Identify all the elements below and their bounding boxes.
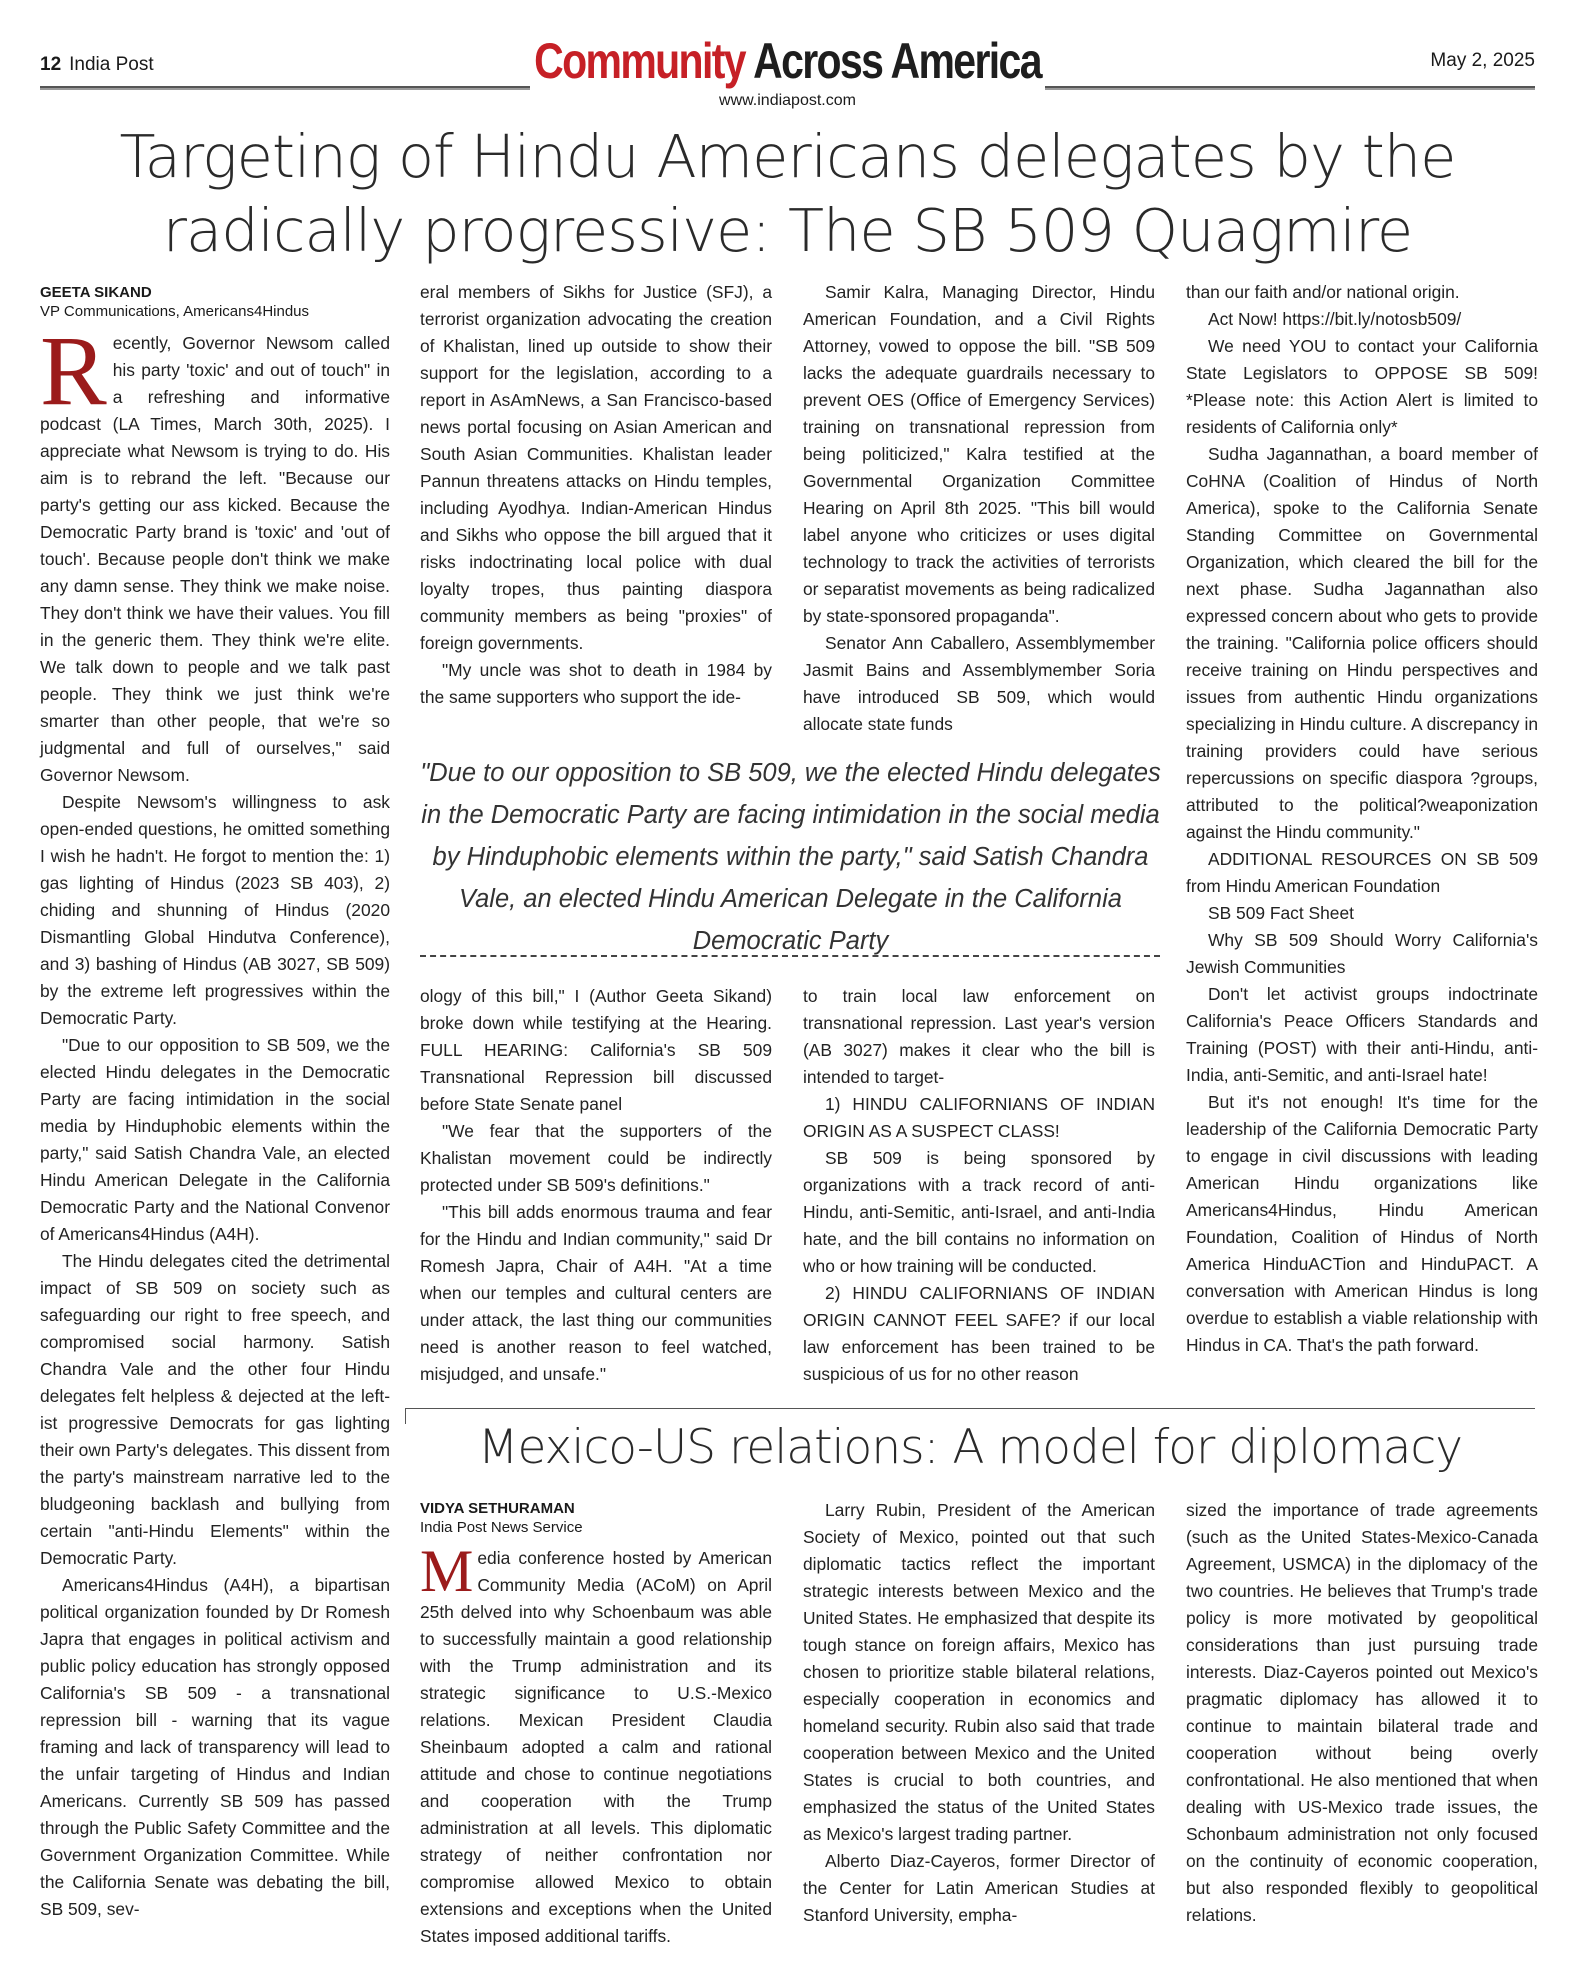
article-2-column-2 bbox=[420, 1538, 772, 1950]
article-2-column-4 bbox=[1186, 1497, 1538, 1929]
publication-name: India Post bbox=[69, 54, 154, 75]
paragraph: SB 509 is being sponsored by organizations with a track record of anti-Hindu, anti-Semitic, anti-Israel, and anti-India hate, and the bill contains no information on who or how training will be conducted. bbox=[803, 1148, 1155, 1276]
paragraph: 1) HINDU CALIFORNIANS OF INDIAN ORIGIN AS A SUSPECT CLASS! bbox=[803, 1094, 1155, 1141]
page-number: 12 India Post bbox=[40, 54, 154, 75]
publication-date: May 2, 2025 bbox=[1430, 50, 1535, 71]
paragraph: SB 509 Fact Sheet bbox=[1208, 903, 1354, 923]
author-name: GEETA SIKAND bbox=[40, 284, 152, 301]
paragraph: Americans4Hindus (A4H), a bipartisan political organization founded by Dr Romesh Japra that engages in political activism and public policy education has strongly opposed California's SB 509 - a transnational repression bill - warning that its vague framing and lack of transparency will lead to the unfair targeting of Hindus and Indian Americans. Currently SB 509 has passed through the Public Safety Committee and the Government Organization Committee. While the California Senate was debating the bill, SB 509, sev- bbox=[40, 1575, 390, 1919]
paragraph: Media conference hosted by American Community Media (ACoM) on April 25th delved into why Schoenbaum was able to successfully maintain a good relationship with the Trump administration and its strategic significance to U.S.-Mexico relations. Mexican President Claudia Sheinbaum adopted a calm and rational attitude and chose to continue negotiations and cooperation with the Trump administration at all levels. This diplomatic strategy of neither confrontation nor compromise allowed Mexico to obtain extensions and exceptions when the United States imposed additional tariffs. bbox=[420, 1538, 772, 1946]
paragraph: Recently, Governor Newsom called his party 'toxic' and out of touch" in a refreshing and informative podcast (LA Times, March 30th, 2025). I appreciate what Newsom is trying to do. His aim is to rebrand the left. "Because our party's getting our ass kicked. Because the Democratic Party brand is 'toxic' and 'out of touch'. Because people don't think we make any damn sense. They think we make noise. They don't think we have their values. You fill in the generic them. They think we're elite. We talk down to people and we talk past people. They think we just think we're smarter than other people, that we're so judgmental and full of ourselves," said Governor Newsom. bbox=[40, 315, 390, 785]
paragraph: Sudha Jagannathan, a board member of CoHNA (Coalition of Hindus of North America), spoke to the California Senate Standing Committee on Governmental Organization, which cleared the bill for the next phase. Sudha Jagannathan also expressed concern about who gets to provide the training. "California police officers should receive training on Hindu perspectives and issues from authentic Hindu organizations specializing in Hindu culture. A discrepancy in training providers could have serious repercussions on specific diaspora ?groups, attributed to the political?weaponization against the Hindu community." bbox=[1186, 444, 1538, 842]
author-role: VP Communications, Americans4Hindus bbox=[40, 303, 310, 320]
paragraph: Why SB 509 Should Worry California's Jewish Communities bbox=[1186, 930, 1538, 977]
paragraph: "We fear that the supporters of the Khalistan movement could be indirectly protected under SB 509's definitions." bbox=[420, 1121, 772, 1195]
pull-quote: "Due to our opposition to SB 509, we the elected Hindu delegates in the Democratic Party are facing intimidation in the social media by Hinduphobic elements within the party," said Satish Chandra Vale, an elected Hindu American Delegate in the California Democratic Party bbox=[420, 759, 1161, 955]
paragraph: Act Now! https://bit.ly/notosb509/ bbox=[1208, 309, 1462, 329]
pull-quote-divider bbox=[420, 955, 1160, 957]
paragraph: Don't let activist groups indoctrinate California's Peace Officers Standards and Training (POST) with their anti-Hindu, anti-India, anti-Semitic, and anti-Israel hate! bbox=[1186, 984, 1538, 1085]
article-column-3-top bbox=[803, 279, 1155, 738]
masthead-rule-left bbox=[40, 86, 530, 90]
paragraph: But it's not enough! It's time for the leadership of the California Democratic Party to engage in civil discussions with leading American Hindu organizations like Americans4Hindus, Hindu American Foundation, Coalition of Hindus of North America HinduACTion and HinduPACT. A conversation with American Hindus is long overdue to establish a viable relationship with Hindus in CA. That's the path forward. bbox=[1186, 1092, 1538, 1355]
author-name: VIDYA SETHURAMAN bbox=[420, 1500, 575, 1517]
paragraph: Alberto Diaz-Cayeros, former Director of the Center for Latin American Studies at Stanford University, empha- bbox=[803, 1851, 1155, 1925]
article-column-4 bbox=[1186, 279, 1538, 1359]
masthead-word-across-america: Across America bbox=[753, 33, 1041, 89]
article-column-3-bottom bbox=[803, 983, 1155, 1388]
paragraph: "Due to our opposition to SB 509, we the elected Hindu delegates in the Democratic Party are facing intimidation in the social media by Hinduphobic elements within the party," said Satish Chandra Vale, an elected Hindu American Delegate in the California Democratic Party and the National Convenor of Americans4Hindus (A4H). bbox=[40, 1035, 390, 1244]
paragraph: Samir Kalra, Managing Director, Hindu American Foundation, and a Civil Rights Attorney, vowed to oppose the bill. "SB 509 lacks the adequate guardrails necessary to prevent OES (Office of Emergency Services) training on transnational repression from being politicized," Kalra testified at the Governmental Organization Committee Hearing on April 8th 2025. "This bill would label anyone who criticizes or uses digital technology to track the activities of terrorists or separatist movements as being radicalized by state-sponsored propaganda". bbox=[803, 282, 1155, 626]
publication-url: www.indiapost.com bbox=[719, 92, 856, 109]
paragraph: Senator Ann Caballero, Assemblymember Jasmit Bains and Assemblymember Soria have introduced SB 509, which would allocate state funds bbox=[803, 633, 1155, 734]
masthead-rule-right bbox=[1045, 86, 1535, 90]
author-role: India Post News Service bbox=[420, 1519, 583, 1536]
paragraph: Despite Newsom's willingness to ask open-ended questions, he omitted something I wish he hadn't. He forgot to mention the: 1) gas lighting of Hindus (2023 SB 403), 2) chiding and shunning of Hindus (2020 Dismantling Global Hindutva Conference), and 3) bashing of Hindus (AB 3027, SB 509) by the extreme left progressives within the Democratic Party. bbox=[40, 792, 390, 1028]
paragraph: than our faith and/or national origin. bbox=[1186, 282, 1460, 302]
paragraph: to train local law enforcement on transnational repression. Last year's version (AB 3027) makes it clear who the bill is intended to target- bbox=[803, 986, 1155, 1087]
drop-cap: M bbox=[420, 1538, 474, 1604]
paragraph: eral members of Sikhs for Justice (SFJ), a terrorist organization advocating the creation of Khalistan, lined up outside to show their support for the legislation, according to a report in AsAmNews, a San Francisco-based news portal focusing on Asian American and South Asian Communities. Khalistan leader Pannun threatens attacks on Hindu temples, including Ayodhya. Indian-American Hindus and Sikhs who oppose the bill argued that it risks indoctrinating local police with dual loyalty tropes, thus painting diaspora community members as being "proxies" of foreign governments. bbox=[420, 282, 772, 653]
paragraph: "This bill adds enormous trauma and fear for the Hindu and Indian community," said Dr Romesh Japra, Chair of A4H. "At a time when our temples and cultural centers are under attack, the last thing our communities need is another reason to feel watched, misjudged, and unsafe." bbox=[420, 1202, 772, 1384]
paragraph: ADDITIONAL RESOURCES ON SB 509 from Hindu American Foundation bbox=[1186, 849, 1538, 896]
section-masthead bbox=[142, 32, 1434, 90]
article-column-1 bbox=[40, 315, 391, 1923]
article-column-2-bottom bbox=[420, 983, 772, 1388]
article-headline bbox=[60, 120, 1515, 268]
article-2-column-3 bbox=[803, 1497, 1155, 1929]
paragraph: "My uncle was shot to death in 1984 by the same supporters who support the ide- bbox=[420, 660, 772, 707]
article-column-2-top bbox=[420, 279, 772, 711]
paragraph: We need YOU to contact your California State Legislators to OPPOSE SB 509! *Please note: this Action Alert is limited to residents of California only* bbox=[1186, 336, 1538, 437]
paragraph: Larry Rubin, President of the American Society of Mexico, pointed out that such diplomatic tactics reflect the important strategic interests between Mexico and the United States. He emphasized that despite its tough stance on foreign affairs, Mexico has chosen to prioritize stable bilateral relations, especially cooperation in economics and homeland security. Rubin also said that trade cooperation between Mexico and the United States is crucial to both countries, and emphasized the status of the United States as Mexico's largest trading partner. bbox=[803, 1500, 1155, 1844]
paragraph: ology of this bill," I (Author Geeta Sikand) broke down while testifying at the Hearing. FULL HEARING: California's SB 509 Transnational Repression bill discussed before State Senate panel bbox=[420, 986, 772, 1114]
article-2-headline: Mexico-US relations: A model for diplomacy bbox=[477, 1420, 1463, 1475]
headline-line-2: radically progressive: The SB 509 Quagmire bbox=[162, 196, 1413, 265]
drop-cap: R bbox=[40, 315, 107, 426]
paragraph: sized the importance of trade agreements (such as the United States-Mexico-Canada Agreement, USMCA) in the diplomacy of the two countries. He believes that Trump's trade policy is more motivated by geopolitical considerations than just pursuing trade interests. Diaz-Cayeros pointed out Mexico's pragmatic diplomacy has allowed it to continue to maintain bilateral trade and cooperation without being overly confrontational. He also mentioned that when dealing with US-Mexico trade issues, the Schonbaum administration not only focused on the continuity of economic cooperation, but also responded flexibly to geopolitical relations. bbox=[1186, 1500, 1538, 1925]
paragraph: The Hindu delegates cited the detrimental impact of SB 509 on society such as safeguarding our right to free speech, and compromised social harmony. Satish Chandra Vale and the other four Hindu delegates felt helpless & dejected at the left-ist progressive Democrats for gas lighting their own Party's delegates. This dissent from the party's mainstream narrative led to the bludgeoning backlash and bullying from certain "anti-Hindu Elements" within the Democratic Party. bbox=[40, 1251, 391, 1568]
headline-line-1: Targeting of Hindu Americans delegates by the bbox=[119, 122, 1456, 191]
article-separator bbox=[405, 1408, 1535, 1409]
paragraph: 2) HINDU CALIFORNIANS OF INDIAN ORIGIN CANNOT FEEL SAFE? if our local law enforcement has been trained to be suspicious of us for no other reason bbox=[803, 1283, 1155, 1384]
masthead-word-community: Community bbox=[534, 33, 745, 89]
